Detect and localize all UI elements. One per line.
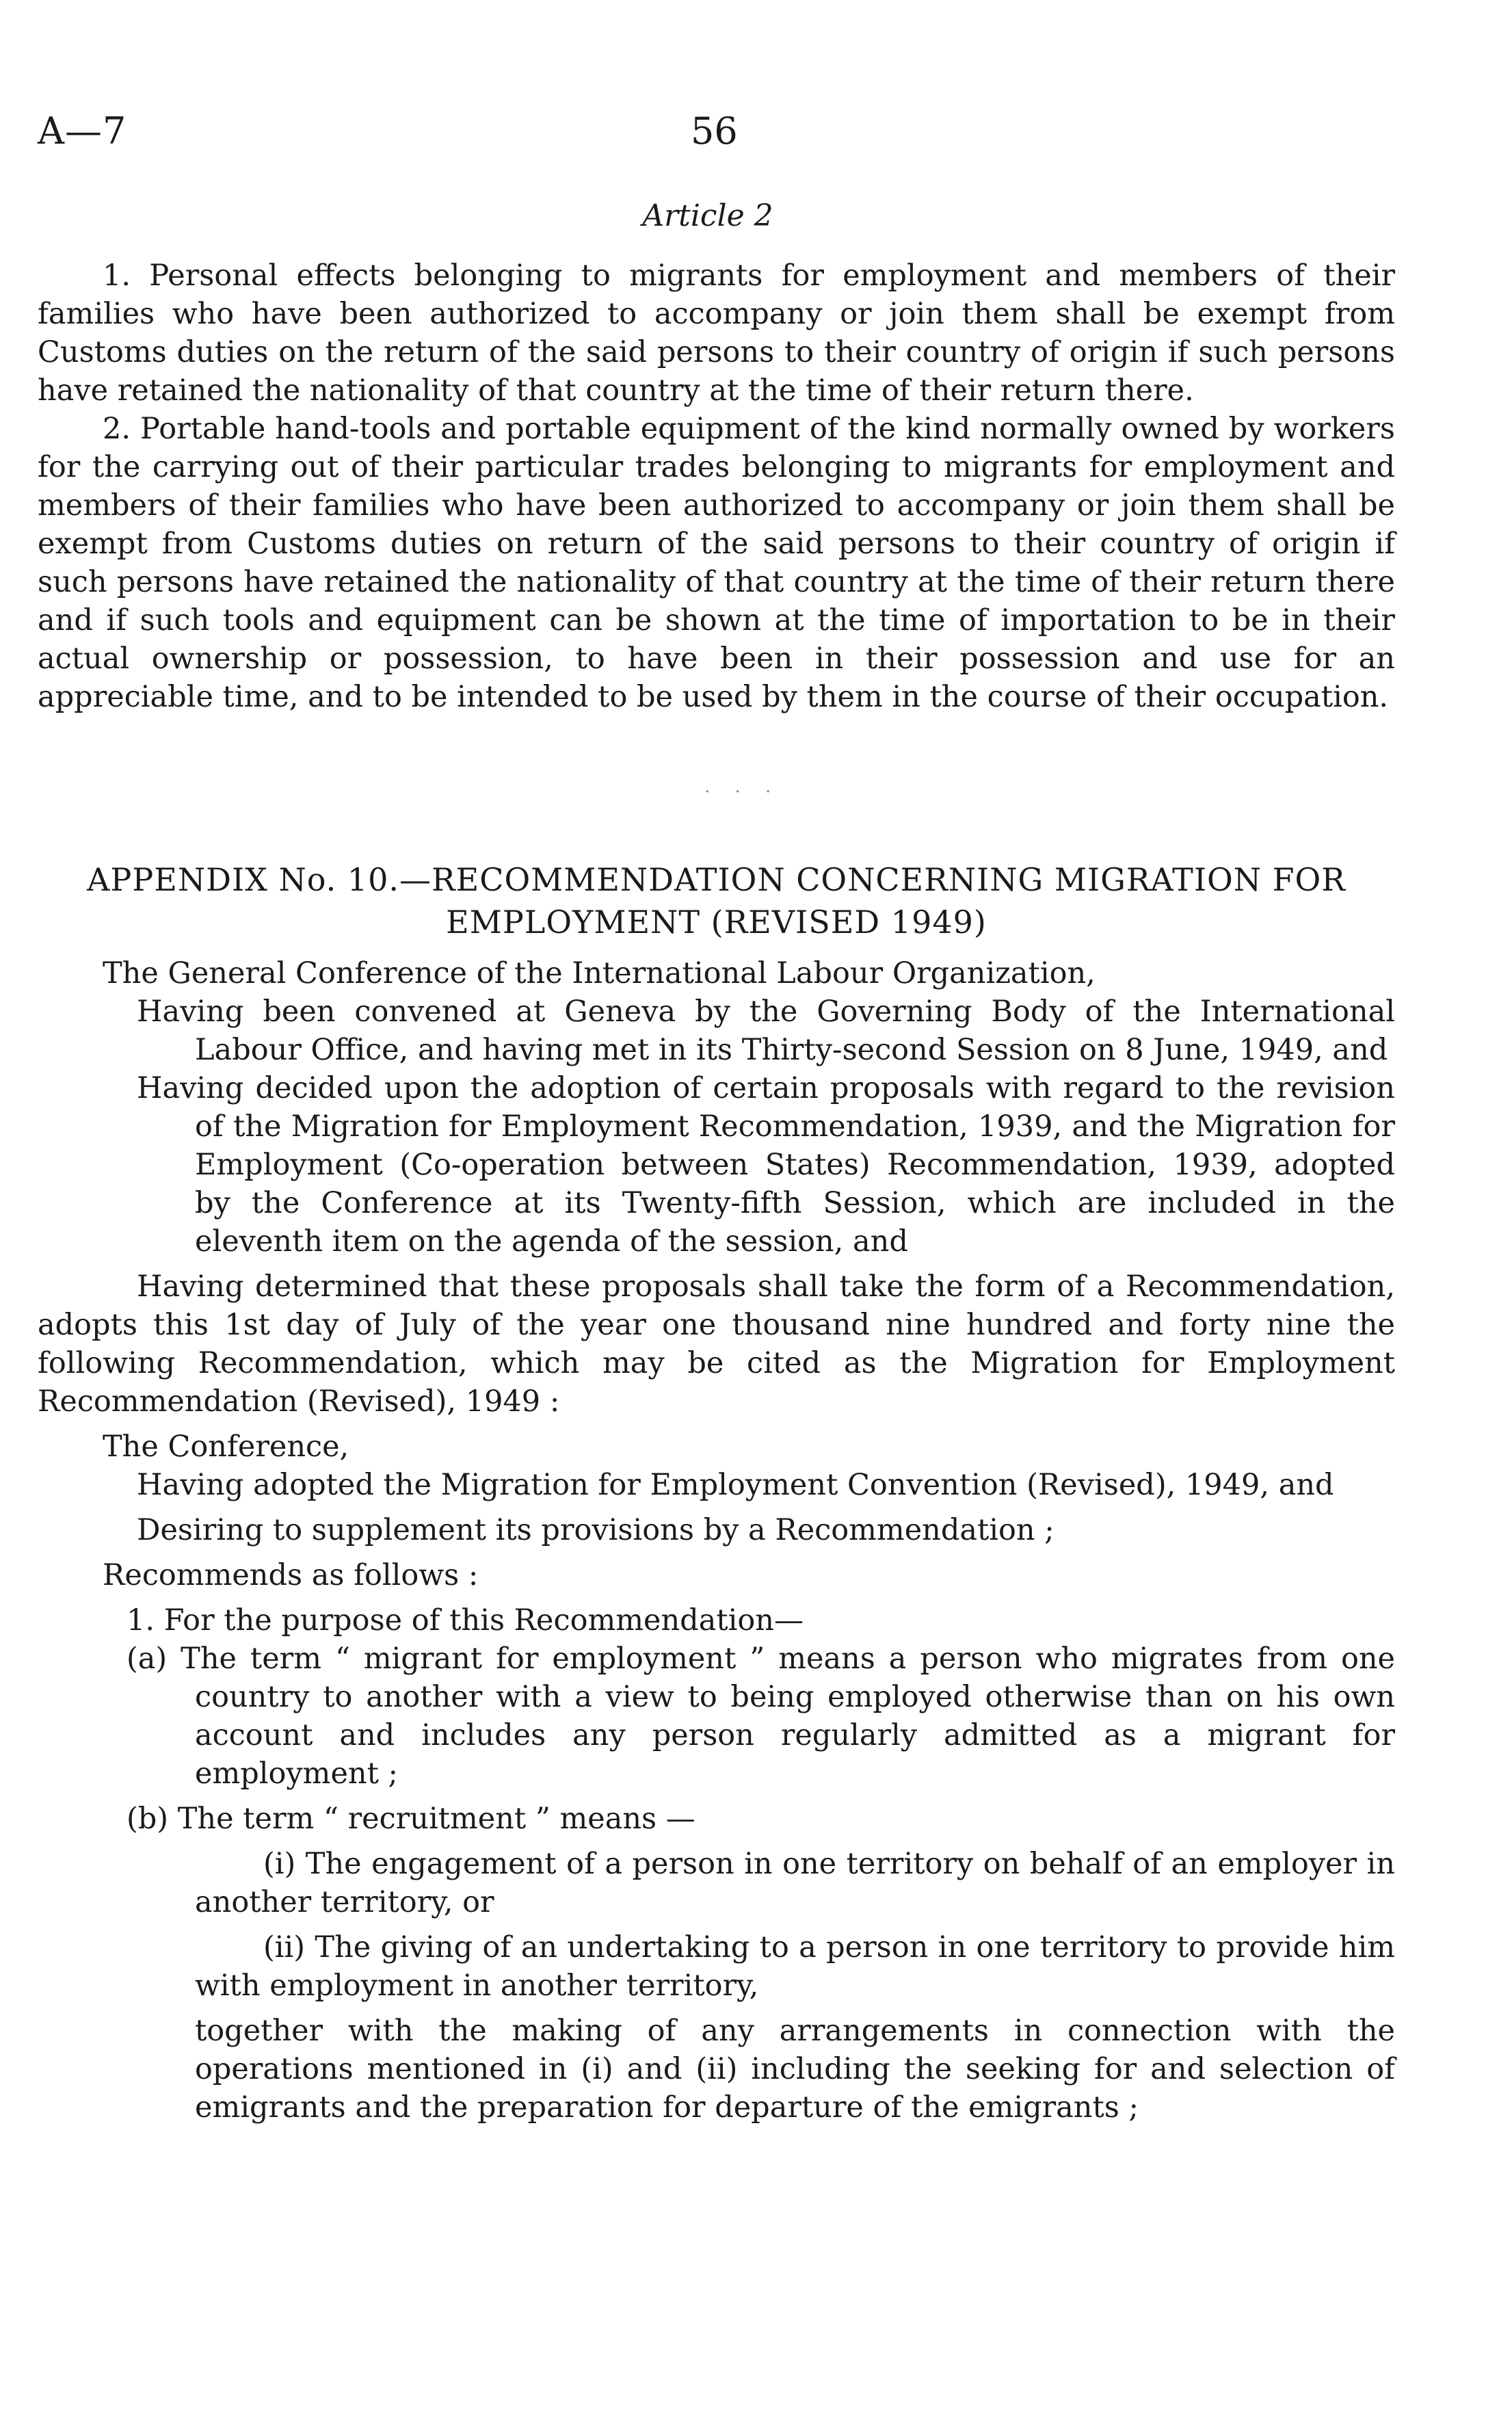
appendix-body bbox=[38, 954, 1395, 2127]
article-body bbox=[38, 257, 1395, 716]
having-decided: Having decided upon the adoption of certain proposals with regard to the revision of the Migration for Employment Recommendation, 1939, and the Migration for Employment (Co-operation between States) Recommendation, 1939, adopted by the Conference at its Twenty-fifth Session, which are included in the eleventh item on the agenda of the session, and bbox=[137, 1071, 1395, 1259]
appendix-title-line-2: EMPLOYMENT (REVISED 1949) bbox=[446, 904, 987, 941]
having-determined: Having determined that these proposals shall take the form of a Recommendation, adopts this 1st day of July of the year one thousand nine hundred and forty nine the following Recommendation, which may be cited as the Migration for Employment Recommendation (Revised), 1949 : bbox=[38, 1270, 1395, 1419]
preamble: The General Conference of the International Labour Organization, bbox=[103, 956, 1096, 990]
point-b-together: together with the making of any arrangements in connection with the operations mentioned in (i) and (ii) including the seeking for and selection of emigrants and the preparation for departure of the emigrants ; bbox=[195, 2014, 1395, 2125]
appendix-heading bbox=[38, 858, 1395, 943]
the-conference: The Conference, bbox=[103, 1430, 349, 1464]
having-convened: Having been convened at Geneva by the Governing Body of the International Labour Office, and having met in its Thirty-second Session on 8 June, 1949, and bbox=[137, 995, 1395, 1067]
article-paragraph-1: 1. Personal effects belonging to migrants for employment and members of their families who have been authorized to accompany or join them shall be exempt from Customs duties on the return of the said persons to their country of origin if such persons have retained the nationality of that country at the time of their return there. bbox=[38, 259, 1395, 408]
appendix-title-line-1: APPENDIX No. 10.—RECOMMENDATION CONCERNING MIGRATION FOR bbox=[87, 861, 1346, 898]
page-number: 56 bbox=[691, 109, 738, 153]
point-a: (a) The term “ migrant for employment ” means a person who migrates from one country to another with a view to being employed otherwise than on his own account and includes any person regularly admitted as a migrant for employment ; bbox=[127, 1642, 1395, 1791]
article-paragraph-2: 2. Portable hand-tools and portable equipment of the kind normally owned by workers for the carrying out of their particular trades belonging to migrants for employment and members of their families who have been authorized to accompany or join them shall be exempt from Customs duties on return of the said persons to their country of origin if such persons have retained the nationality of that country at the time of their return there and if such tools and equipment can be shown at the time of importation to be in their actual ownership or possession, to have been in their possession and use for an appreciable time, and to be intended to be used by them in the course of their occupation. bbox=[38, 412, 1395, 714]
document-id: A—7 bbox=[38, 109, 127, 153]
point-b-i: (i) The engagement of a person in one territory on behalf of an employer in another territory, or bbox=[195, 1847, 1395, 1919]
recommends: Recommends as follows : bbox=[103, 1558, 479, 1592]
article-title: Article 2 bbox=[642, 198, 773, 233]
section-separator: . . . bbox=[704, 776, 781, 797]
point-b: (b) The term “ recruitment ” means — bbox=[127, 1802, 695, 1836]
desiring: Desiring to supplement its provisions by a Recommendation ; bbox=[137, 1513, 1055, 1547]
point-b-ii: (ii) The giving of an undertaking to a person in one territory to provide him with employment in another territory, bbox=[195, 1930, 1395, 2003]
having-adopted: Having adopted the Migration for Employment Convention (Revised), 1949, and bbox=[137, 1468, 1334, 1502]
point-1: 1. For the purpose of this Recommendation— bbox=[127, 1603, 804, 1638]
